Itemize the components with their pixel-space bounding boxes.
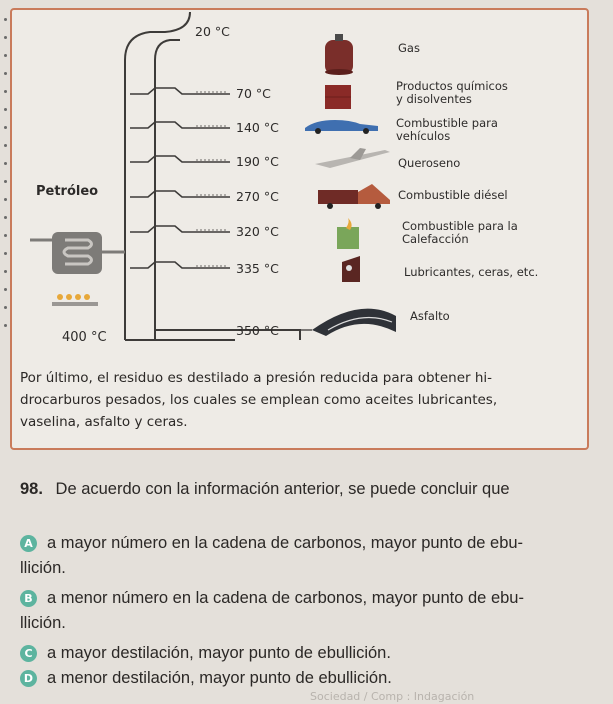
- stage-7-temp: 350 °C: [236, 323, 279, 338]
- truck-icon: [318, 184, 390, 209]
- furnace-icon: [30, 232, 125, 306]
- option-b-bullet[interactable]: B: [20, 590, 37, 607]
- product-quimicos-line2: y disolventes: [396, 92, 472, 106]
- oil-can-icon: [342, 256, 360, 282]
- feed-label: Petróleo: [36, 184, 99, 199]
- product-diesel: Combustible diésel: [398, 188, 508, 202]
- stage-5-temp: 320 °C: [236, 224, 279, 239]
- option-a[interactable]: [20, 531, 605, 581]
- option-d[interactable]: [20, 666, 605, 691]
- paragraph-line: vaselina, asfalto y ceras.: [20, 414, 188, 430]
- stage-4-temp: 270 °C: [236, 189, 279, 204]
- product-asfalto: Asfalto: [410, 309, 450, 323]
- option-c-text: a mayor destilación, mayor punto de ebullición.: [47, 644, 391, 662]
- option-a-bullet[interactable]: A: [20, 535, 37, 552]
- paragraph-line: drocarburos pesados, los cuales se emplean como aceites lubricantes,: [20, 392, 498, 408]
- option-a-text: a mayor número en la cadena de carbonos, mayor punto de ebu-: [47, 534, 524, 552]
- option-b-text-cont: llición.: [20, 614, 66, 632]
- airplane-icon: [315, 148, 390, 168]
- stage-2-temp: 140 °C: [236, 120, 279, 135]
- option-c-bullet[interactable]: C: [20, 645, 37, 662]
- footer-watermark: Sociedad / Comp : Indagación: [310, 690, 475, 703]
- road-icon: [312, 309, 396, 336]
- heater-icon: [337, 218, 359, 249]
- option-d-text: a menor destilación, mayor punto de ebullición.: [47, 669, 392, 687]
- residue-paragraph: [20, 367, 580, 433]
- option-b[interactable]: [20, 586, 605, 636]
- product-lubricantes: Lubricantes, ceras, etc.: [404, 265, 539, 279]
- question-number: 98.: [20, 480, 43, 498]
- product-gas: Gas: [398, 41, 420, 55]
- product-queroseno: Queroseno: [398, 156, 461, 170]
- product-quimicos-line1: Productos químicos: [396, 79, 508, 93]
- product-vehiculos-line2: vehículos: [396, 129, 451, 143]
- question: [20, 480, 600, 499]
- leaders: [196, 92, 228, 266]
- tower-trays: [130, 88, 230, 268]
- stage-3-temp: 190 °C: [236, 154, 279, 169]
- option-d-bullet[interactable]: D: [20, 670, 37, 687]
- option-b-text: a menor número en la cadena de carbonos, mayor punto de ebu-: [47, 589, 524, 607]
- option-a-text-cont: llición.: [20, 559, 66, 577]
- product-calefaccion-line1: Combustible para la: [402, 219, 518, 233]
- option-c[interactable]: [20, 641, 605, 666]
- question-text: De acuerdo con la información anterior, se puede concluir que: [55, 480, 510, 498]
- chemical-drum-icon: [325, 85, 351, 109]
- top-temp-label: 20 °C: [195, 24, 230, 39]
- tower-outline: [125, 12, 190, 340]
- product-calefaccion-line2: Calefacción: [402, 232, 469, 246]
- product-vehiculos-line1: Combustible para: [396, 116, 498, 130]
- paragraph-line: Por último, el residuo es destilado a presión reducida para obtener hi-: [20, 370, 493, 386]
- gas-tank-icon: [325, 34, 353, 75]
- car-icon: [305, 120, 378, 134]
- furnace-temp-label: 400 °C: [62, 330, 107, 345]
- stage-1-temp: 70 °C: [236, 86, 271, 101]
- stage-6-temp: 335 °C: [236, 261, 279, 276]
